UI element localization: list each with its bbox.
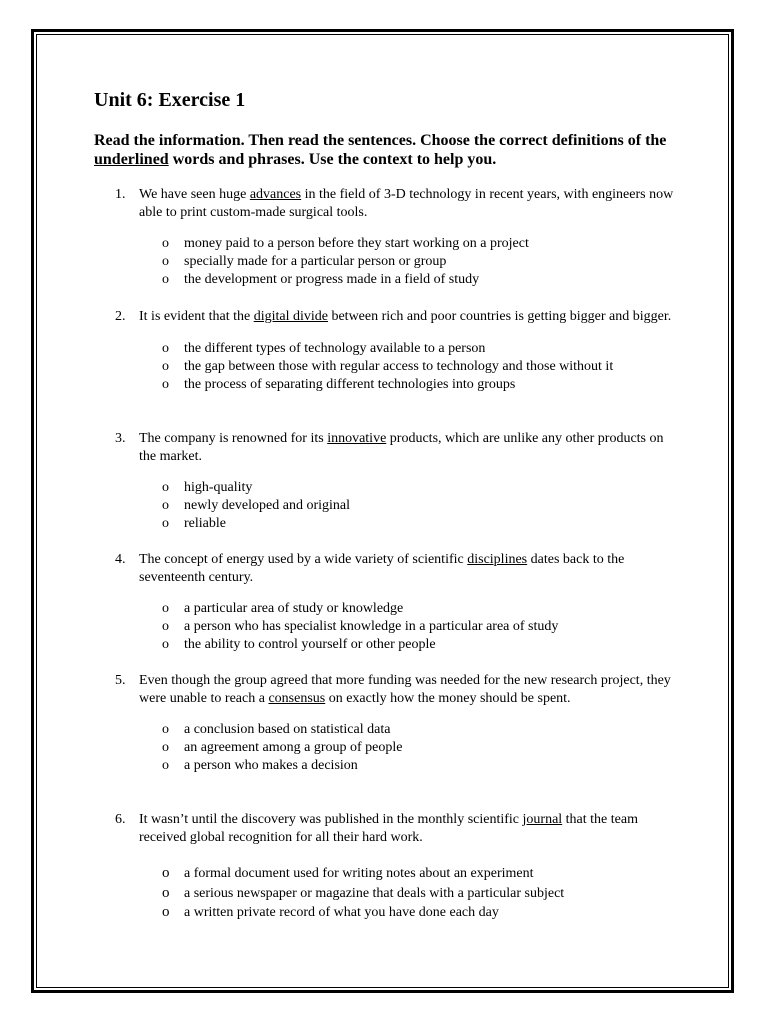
option-text: money paid to a person before they start working on a project [184, 236, 529, 251]
question-text [139, 430, 675, 465]
question-number: 3. [115, 431, 126, 446]
option-text: the different types of technology available to a person [184, 340, 486, 356]
bullet-icon: o [162, 272, 169, 287]
answer-option[interactable] [115, 721, 675, 739]
bullet-icon: o [162, 516, 169, 531]
question-text-end: between rich and poor countries is getting bigger and bigger. [327, 309, 672, 324]
answer-option[interactable] [115, 903, 675, 923]
question-2 [115, 308, 675, 394]
page-title: Unit 6: Exercise 1 [94, 89, 246, 111]
question-5 [115, 672, 675, 775]
question-1 [115, 186, 675, 289]
option-text: a written private record of what you have done each day [184, 905, 499, 920]
question-text-start: It wasn’t until the discovery was published in the monthly scientific [139, 812, 523, 827]
answer-option[interactable] [115, 479, 675, 497]
answer-options [115, 721, 675, 775]
answer-option[interactable] [115, 757, 675, 775]
instructions-text-end: words and phrases. Use the context to help you. [168, 151, 497, 168]
bullet-icon: o [162, 236, 169, 251]
answer-option[interactable] [115, 340, 675, 358]
option-text: the ability to control yourself or other people [184, 637, 436, 652]
answer-option[interactable] [115, 618, 675, 636]
bullet-icon: o [162, 358, 169, 374]
question-text-end: that the team received global recognition for all their hard work. [139, 812, 638, 845]
question-text-end: dates back to the seventeenth century. [139, 552, 625, 585]
question-number: 6. [115, 812, 126, 827]
answer-option[interactable] [115, 358, 675, 376]
option-text: the process of separating different technologies into groups [184, 376, 516, 392]
question-text [139, 672, 675, 707]
question-number: 1. [115, 187, 126, 202]
question-6 [115, 811, 675, 923]
option-text: a person who has specialist knowledge in a particular area of study [184, 619, 559, 634]
question-text-start: The concept of energy used by a wide variety of scientific [139, 552, 468, 567]
underlined-term: digital divide [253, 309, 328, 324]
question-number: 4. [115, 552, 126, 567]
question-number: 5. [115, 673, 126, 688]
answer-options [115, 235, 675, 289]
bullet-icon: o [162, 884, 170, 901]
option-text: reliable [184, 516, 226, 531]
answer-options [115, 864, 675, 923]
bullet-icon: o [162, 601, 169, 616]
option-text: the development or progress made in a field of study [184, 272, 480, 287]
question-number: 2. [115, 309, 126, 324]
option-text: a serious newspaper or magazine that deals with a particular subject [184, 885, 565, 901]
question-text [139, 308, 675, 326]
option-text: high-quality [184, 480, 253, 495]
answer-option[interactable] [115, 497, 675, 515]
underlined-term: consensus [268, 690, 326, 706]
answer-options [115, 479, 675, 533]
instructions [94, 131, 694, 169]
option-text: newly developed and original [184, 498, 351, 513]
answer-option[interactable] [115, 376, 675, 394]
answer-options [115, 600, 675, 654]
question-text [139, 186, 675, 221]
underlined-term: journal [522, 812, 563, 827]
answer-option[interactable] [115, 515, 675, 533]
answer-option[interactable] [115, 739, 675, 757]
question-text-start: It is evident that the [139, 309, 254, 324]
answer-option[interactable] [115, 271, 675, 289]
instructions-underlined-word: underlined [94, 151, 169, 168]
option-text: a conclusion based on statistical data [184, 722, 391, 737]
bullet-icon: o [162, 376, 169, 392]
question-text-start: We have seen huge [139, 187, 250, 202]
answer-option[interactable] [115, 884, 675, 904]
question-3 [115, 430, 675, 533]
option-text: a formal document used for writing notes about an experiment [184, 866, 534, 881]
bullet-icon: o [162, 865, 170, 881]
answer-option[interactable] [115, 636, 675, 654]
bullet-icon: o [162, 758, 169, 773]
option-text: the gap between those with regular access to technology and those without it [184, 358, 614, 374]
underlined-term: disciplines [467, 552, 528, 567]
question-text [139, 811, 675, 846]
bullet-icon: o [162, 340, 169, 356]
option-text: a particular area of study or knowledge [184, 601, 404, 616]
option-text: a person who makes a decision [184, 758, 358, 773]
answer-option[interactable] [115, 600, 675, 618]
bullet-icon: o [162, 637, 169, 652]
answer-options [115, 340, 675, 394]
bullet-icon: o [162, 904, 170, 920]
answer-option[interactable] [115, 253, 675, 271]
bullet-icon: o [162, 722, 169, 737]
question-text-end: products, which are unlike any other products on the market. [139, 431, 664, 464]
option-text: specially made for a particular person or group [184, 254, 447, 269]
option-text: an agreement among a group of people [184, 740, 403, 755]
bullet-icon: o [162, 480, 169, 495]
bullet-icon: o [162, 740, 169, 755]
underlined-term: innovative [327, 431, 387, 446]
question-4 [115, 551, 675, 654]
bullet-icon: o [162, 254, 169, 269]
bullet-icon: o [162, 498, 169, 513]
answer-option[interactable] [115, 864, 675, 884]
question-text-end: on exactly how the money should be spent. [325, 690, 571, 706]
instructions-text-start: Read the information. Then read the sentences. Choose the correct definitions of the [94, 132, 667, 149]
question-text-end: in the field of 3-D technology in recent years, with engineers now able to print custom-made surgical tools. [139, 187, 674, 220]
question-text-start: The company is renowned for its [139, 431, 328, 446]
bullet-icon: o [162, 619, 169, 634]
question-text [139, 551, 675, 586]
question-text-start: Even though the group agreed that more funding was needed for the new research project, they were unable to reach a [139, 673, 671, 706]
answer-option[interactable] [115, 235, 675, 253]
underlined-term: advances [249, 187, 302, 202]
